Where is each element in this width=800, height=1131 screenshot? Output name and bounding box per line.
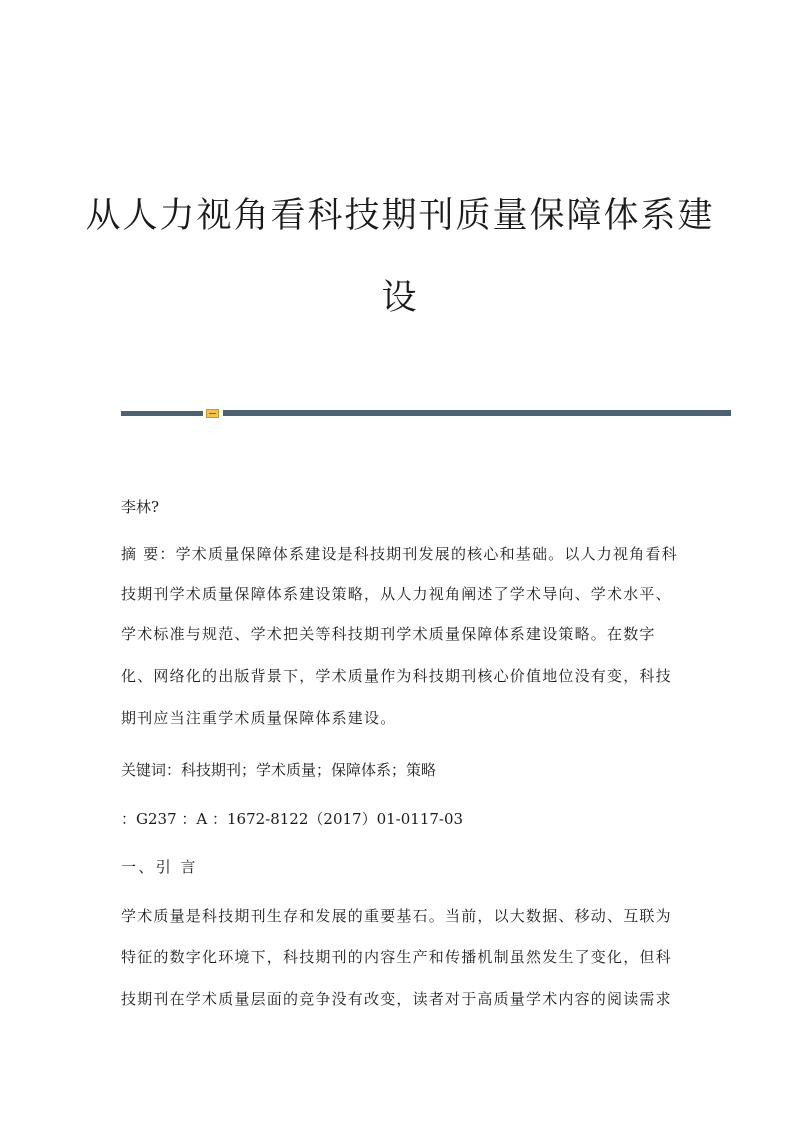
classification-codes: ：G237 ：A ：1672-8122（2017）01-0117-03 <box>121 810 464 828</box>
section-heading-introduction: 一、引 言 <box>121 858 198 876</box>
abstract-line-2: 技期刊学术质量保障体系建设策略，从人力视角阐述了学术导向、学术水平、 <box>121 585 672 603</box>
author: 李林? <box>121 498 160 516</box>
abstract-line-5: 期刊应当注重学术质量保障体系建设。 <box>121 709 397 727</box>
divider-bar-left <box>121 411 203 416</box>
title-line-1: 从人力视角看科技期刊质量保障体系建 <box>85 196 715 236</box>
body-line-3: 技期刊在学术质量层面的竞争没有改变，读者对于高质量学术内容的阅读需求 <box>121 990 672 1008</box>
abstract-line-3: 学术标准与规范、学术把关等科技期刊学术质量保障体系建设策略。在数字 <box>121 625 656 643</box>
divider-bar-right <box>223 410 731 416</box>
abstract-line-4: 化、网络化的出版背景下，学术质量作为科技期刊核心价值地位没有变，科技 <box>121 667 672 685</box>
title-divider <box>121 409 731 417</box>
keywords: 关键词：科技期刊；学术质量；保障体系；策略 <box>121 761 437 779</box>
divider-ornament-icon <box>206 409 219 418</box>
abstract-line-1: 摘 要：学术质量保障体系建设是科技期刊发展的核心和基础。以人力视角看科 <box>121 545 678 563</box>
title-line-2: 设 <box>381 278 419 318</box>
body-line-2: 特征的数字化环境下，科技期刊的内容生产和传播机制虽然发生了变化，但科 <box>121 948 672 966</box>
body-line-1: 学术质量是科技期刊生存和发展的重要基石。当前，以大数据、移动、互联为 <box>121 907 672 925</box>
